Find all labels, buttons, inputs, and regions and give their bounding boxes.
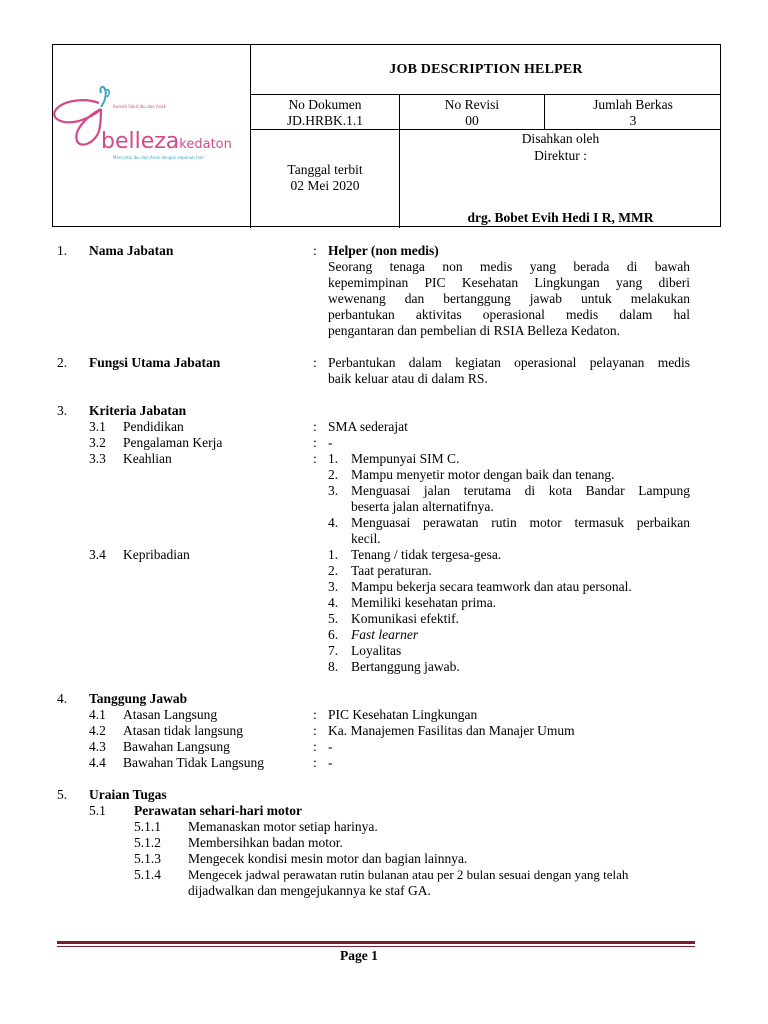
task-item-continuation: dijadwalkan dan mengejukannya ke staf GA. [188, 883, 431, 898]
no-dokumen-label: No Dokumen [288, 97, 362, 112]
subsection-number: 3.4 [89, 547, 106, 562]
list-item: Tenang / tidak tergesa-gesa. [351, 547, 502, 562]
list-item: Bertanggung jawab. [351, 659, 460, 674]
colon: : [313, 739, 317, 754]
no-revisi-value: 00 [465, 113, 479, 128]
logo-brand-suffix: kedaton [179, 137, 232, 152]
colon: : [313, 451, 317, 466]
page-number: Page 1 [340, 948, 378, 963]
section-number: 1. [57, 243, 68, 258]
subsection-value: - [328, 755, 333, 770]
nama-jabatan-value: Helper (non medis) [328, 243, 439, 258]
list-number: 3. [328, 579, 339, 594]
logo-brand-main: belleza [101, 129, 180, 154]
subsection-label: Kepribadian [123, 547, 190, 562]
section-heading: Nama Jabatan [89, 243, 174, 258]
subsection-value: PIC Kesehatan Lingkungan [328, 707, 478, 722]
list-item: Mempunyai SIM C. [351, 451, 460, 466]
tanggal-terbit-label: Tanggal terbit [287, 162, 363, 177]
list-number: 6. [328, 627, 339, 642]
colon: : [313, 355, 317, 370]
jumlah-berkas-label: Jumlah Berkas [593, 97, 673, 112]
list-number: 8. [328, 659, 339, 674]
fungsi-line: baik keluar atau di dalam RS. [328, 371, 488, 386]
disahkan-label: Disahkan oleh [521, 131, 600, 146]
task-item: Mengecek jadwal perawatan rutin bulanan atau per 2 bulan sesuai dengan yang telah [188, 867, 629, 882]
fungsi-line: Perbantukan dalam kegiatan operasional pelayanan medis [328, 355, 690, 370]
list-number: 4. [328, 595, 339, 610]
header-table [52, 44, 721, 227]
pengalaman-value: - [328, 435, 333, 450]
no-dokumen-value: JD.HRBK.1.1 [286, 113, 364, 128]
colon: : [313, 435, 317, 450]
list-item: Taat peraturan. [351, 563, 432, 578]
subsection-label: Atasan tidak langsung [123, 723, 243, 738]
colon: : [313, 755, 317, 770]
description-line: wewenang dan bertanggung jawab untuk melakukan [328, 291, 690, 306]
list-number: 7. [328, 643, 339, 658]
subsection-label: Bawahan Langsung [123, 739, 230, 754]
list-item: Fast learner [351, 627, 419, 642]
task-number: 5.1.1 [134, 819, 161, 834]
subsection-label: Pendidikan [123, 419, 184, 434]
task-number: 5.1.2 [134, 835, 161, 850]
list-item: Mampu bekerja secara teamwork dan atau personal. [351, 579, 632, 594]
subsection-label: Bawahan Tidak Langsung [123, 755, 264, 770]
section-number: 3. [57, 403, 68, 418]
list-number: 2. [328, 563, 339, 578]
task-number: 5.1.3 [134, 851, 161, 866]
task-item: Memanaskan motor setiap harinya. [188, 819, 378, 834]
list-item: Menguasai perawatan rutin motor termasuk perbaikan [351, 515, 690, 530]
footer-rule-thin [57, 946, 695, 947]
colon: : [313, 419, 317, 434]
description-line: Seorang tenaga non medis yang berada di bawah [328, 259, 690, 274]
list-item: Mampu menyetir motor dengan baik dan tenang. [351, 467, 615, 482]
section-heading: Kriteria Jabatan [89, 403, 187, 418]
subsection-label: Atasan Langsung [123, 707, 218, 722]
colon: : [313, 243, 317, 258]
logo [53, 45, 250, 228]
subsection-value: Ka. Manajemen Fasilitas dan Manajer Umum [328, 723, 575, 738]
section-number: 4. [57, 691, 68, 706]
section-heading: Uraian Tugas [89, 787, 167, 802]
tanggal-terbit-value: 02 Mei 2020 [290, 178, 360, 193]
logo-tagline-top: Rumah Sakit Ibu dan Anak [113, 104, 166, 109]
section-number: 5. [57, 787, 68, 802]
footer-rule [57, 941, 695, 944]
list-item-continuation: kecil. [351, 531, 381, 546]
list-item: Menguasai jalan terutama di kota Bandar Lampung [351, 483, 690, 498]
logo-brand [101, 131, 232, 156]
list-number: 2. [328, 467, 339, 482]
subsection-heading: Perawatan sehari-hari motor [134, 803, 302, 818]
section-number: 2. [57, 355, 68, 370]
subsection-number: 5.1 [89, 803, 106, 818]
logo-tagline-bottom: Mencintai Ibu dan Anak dengan sepenuh hati [113, 155, 204, 160]
description-line: perbantukan aktivitas operasional medis dalam hal [328, 307, 690, 322]
subsection-number: 4.2 [89, 723, 106, 738]
section-heading: Tanggung Jawab [89, 691, 188, 706]
list-number: 4. [328, 515, 339, 530]
list-number: 1. [328, 451, 339, 466]
task-item: Membersihkan badan motor. [188, 835, 343, 850]
list-item: Loyalitas [351, 643, 402, 658]
list-number: 5. [328, 611, 339, 626]
list-item: Komunikasi efektif. [351, 611, 459, 626]
list-item-continuation: beserta jalan alternatifnya. [351, 499, 494, 514]
subsection-number: 4.4 [89, 755, 106, 770]
task-item: Mengecek kondisi mesin motor dan bagian lainnya. [188, 851, 468, 866]
document-title: JOB DESCRIPTION HELPER [389, 62, 583, 77]
task-number: 5.1.4 [134, 867, 161, 882]
subsection-number: 3.1 [89, 419, 106, 434]
divider [250, 94, 721, 95]
subsection-label: Pengalaman Kerja [123, 435, 223, 450]
description-line: kepemimpinan PIC Kesehatan Lingkungan yang diberi [328, 275, 690, 290]
no-revisi-label: No Revisi [444, 97, 500, 112]
subsection-number: 3.3 [89, 451, 106, 466]
subsection-number: 4.1 [89, 707, 106, 722]
subsection-number: 3.2 [89, 435, 106, 450]
list-number: 1. [328, 547, 339, 562]
colon: : [313, 723, 317, 738]
subsection-label: Keahlian [123, 451, 172, 466]
signatory-name: drg. Bobet Evih Hedi I R, MMR [467, 210, 654, 225]
direktur-label: Direktur : [534, 148, 587, 163]
list-number: 3. [328, 483, 339, 498]
list-item: Memiliki kesehatan prima. [351, 595, 497, 610]
section-heading: Fungsi Utama Jabatan [89, 355, 221, 370]
subsection-value: - [328, 739, 333, 754]
subsection-number: 4.3 [89, 739, 106, 754]
pendidikan-value: SMA sederajat [328, 419, 408, 434]
colon: : [313, 707, 317, 722]
description-line: pengantaran dan pembelian di RSIA Belleza Kedaton. [328, 323, 621, 338]
jumlah-berkas-value: 3 [629, 113, 637, 128]
